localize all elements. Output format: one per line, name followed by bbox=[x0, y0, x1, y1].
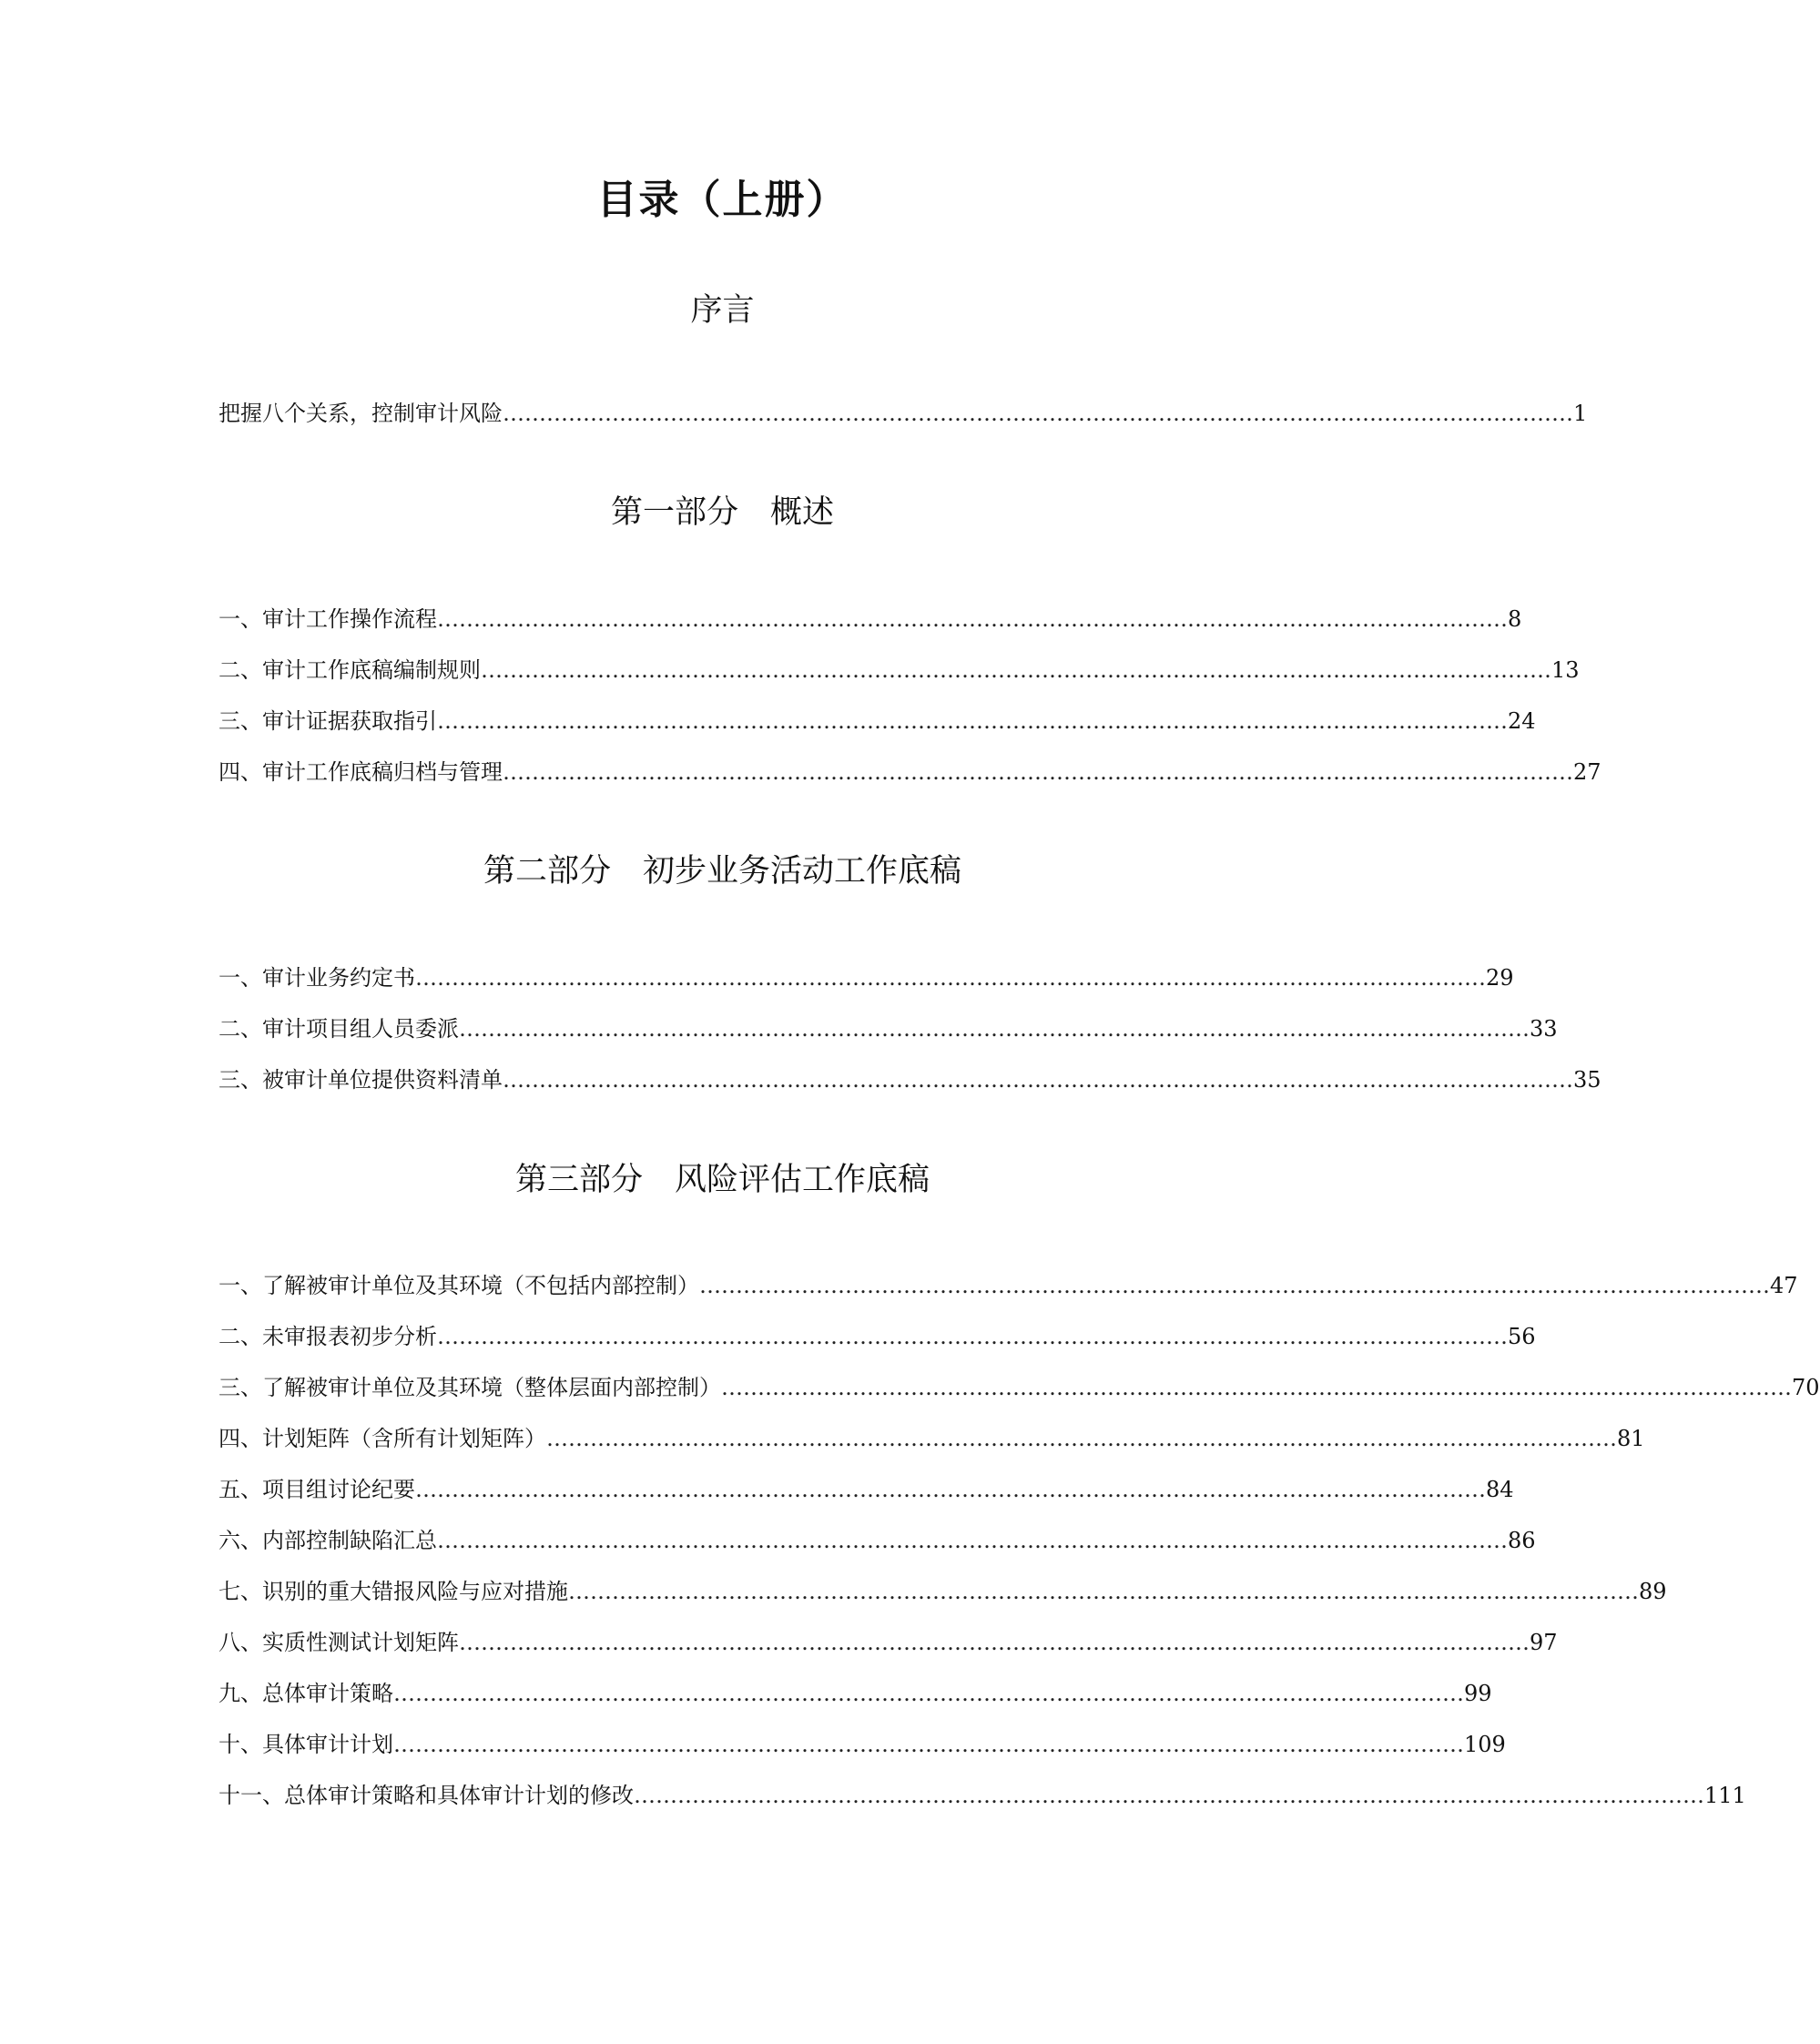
toc-entry-label: 六、内部控制缺陷汇总 bbox=[219, 1528, 437, 1553]
toc-entry-page: 27 bbox=[1573, 759, 1601, 785]
toc-entry[interactable] bbox=[219, 1522, 1536, 1559]
dot-leader: ………………………………………………………………………………………………………………………………… bbox=[503, 401, 1573, 426]
toc-entry-page: 97 bbox=[1530, 1630, 1558, 1655]
section-heading-part-2: 第二部分 初步业务活动工作底稿 bbox=[483, 853, 961, 890]
toc-entry-label: 四、审计工作底稿归档与管理 bbox=[219, 759, 503, 785]
toc-entry-page: 56 bbox=[1508, 1324, 1536, 1349]
toc-entry-label: 一、审计工作操作流程 bbox=[219, 606, 437, 632]
toc-entry[interactable] bbox=[219, 960, 1514, 996]
dot-leader: ………………………………………………………………………………………………………………………………… bbox=[459, 1016, 1530, 1042]
toc-entry-page: 1 bbox=[1573, 401, 1588, 426]
toc-entry[interactable] bbox=[219, 1318, 1536, 1355]
section-heading-part-1: 第一部分 概述 bbox=[610, 494, 834, 531]
toc-entry[interactable] bbox=[219, 1777, 1746, 1814]
toc-entry-label: 一、了解被审计单位及其环境（不包括内部控制） bbox=[219, 1273, 699, 1298]
toc-entry-page: 86 bbox=[1508, 1528, 1536, 1553]
toc-entry-page: 89 bbox=[1639, 1579, 1667, 1604]
toc-entry-label: 十、具体审计计划 bbox=[219, 1732, 393, 1757]
toc-entry-label: 四、计划矩阵（含所有计划矩阵） bbox=[219, 1426, 546, 1451]
toc-entry-label: 三、被审计单位提供资料清单 bbox=[219, 1067, 503, 1093]
toc-entry-label: 十一、总体审计策略和具体审计计划的修改 bbox=[219, 1783, 634, 1808]
dot-leader: ………………………………………………………………………………………………………………………………… bbox=[568, 1579, 1639, 1604]
toc-entry[interactable] bbox=[219, 1420, 1645, 1457]
dot-leader: ………………………………………………………………………………………………………………………………… bbox=[437, 708, 1508, 734]
dot-leader: ………………………………………………………………………………………………………………………………… bbox=[437, 1528, 1508, 1553]
toc-entry-label: 七、识别的重大错报风险与应对措施 bbox=[219, 1579, 568, 1604]
toc-entry-page: 70 bbox=[1792, 1375, 1820, 1400]
toc-entry-page: 111 bbox=[1704, 1783, 1746, 1808]
toc-entry[interactable] bbox=[219, 1726, 1506, 1763]
toc-entry[interactable] bbox=[219, 1471, 1514, 1508]
toc-entry[interactable] bbox=[219, 1573, 1667, 1610]
toc-entry-page: 29 bbox=[1486, 965, 1514, 991]
dot-leader: ………………………………………………………………………………………………………………………………… bbox=[393, 1681, 1464, 1706]
toc-entry[interactable] bbox=[219, 1624, 1558, 1661]
dot-leader: ………………………………………………………………………………………………………………………………… bbox=[481, 657, 1551, 683]
toc-entry-page: 81 bbox=[1617, 1426, 1645, 1451]
toc-entry-label: 一、审计业务约定书 bbox=[219, 965, 415, 991]
toc-entry-page: 47 bbox=[1770, 1273, 1798, 1298]
dot-leader: ………………………………………………………………………………………………………………………………… bbox=[437, 606, 1508, 632]
toc-entry-page: 24 bbox=[1508, 708, 1536, 734]
dot-leader: ………………………………………………………………………………………………………………………………… bbox=[546, 1426, 1617, 1451]
toc-entry[interactable] bbox=[219, 395, 1588, 432]
toc-entry-page: 84 bbox=[1486, 1477, 1514, 1502]
toc-entry[interactable] bbox=[219, 1011, 1558, 1047]
dot-leader: ………………………………………………………………………………………………………………………………… bbox=[415, 965, 1486, 991]
toc-entry[interactable] bbox=[219, 1675, 1492, 1712]
toc-entry-label: 三、审计证据获取指引 bbox=[219, 708, 437, 734]
toc-entry-label: 二、未审报表初步分析 bbox=[219, 1324, 437, 1349]
dot-leader: ………………………………………………………………………………………………………………………………… bbox=[415, 1477, 1486, 1502]
dot-leader: ………………………………………………………………………………………………………………………………… bbox=[437, 1324, 1508, 1349]
dot-leader: ………………………………………………………………………………………………………………………………… bbox=[634, 1783, 1704, 1808]
dot-leader: ………………………………………………………………………………………………………………………………… bbox=[503, 1067, 1573, 1093]
dot-leader: ………………………………………………………………………………………………………………………………… bbox=[721, 1375, 1792, 1400]
toc-entry[interactable] bbox=[219, 1062, 1601, 1098]
section-heading-preface: 序言 bbox=[690, 292, 755, 329]
toc-entry-label: 五、项目组讨论纪要 bbox=[219, 1477, 415, 1502]
toc-entry[interactable] bbox=[219, 1267, 1798, 1304]
dot-leader: ………………………………………………………………………………………………………………………………… bbox=[393, 1732, 1464, 1757]
toc-entry-label: 八、实质性测试计划矩阵 bbox=[219, 1630, 459, 1655]
dot-leader: ………………………………………………………………………………………………………………………………… bbox=[503, 759, 1573, 785]
toc-entry[interactable] bbox=[219, 703, 1536, 739]
section-heading-part-3: 第三部分 风险评估工作底稿 bbox=[514, 1162, 930, 1198]
toc-entry-label: 把握八个关系，控制审计风险 bbox=[219, 401, 503, 426]
toc-entry-page: 35 bbox=[1573, 1067, 1601, 1093]
toc-entry-page: 33 bbox=[1530, 1016, 1558, 1042]
toc-entry-label: 二、审计工作底稿编制规则 bbox=[219, 657, 481, 683]
toc-entry-page: 99 bbox=[1464, 1681, 1492, 1706]
toc-entry-page: 13 bbox=[1551, 657, 1580, 683]
toc-entry[interactable] bbox=[219, 754, 1601, 790]
page-title: 目录（上册） bbox=[596, 177, 849, 223]
toc-entry[interactable] bbox=[219, 652, 1580, 688]
toc-entry[interactable] bbox=[219, 1369, 1820, 1406]
toc-entry[interactable] bbox=[219, 601, 1522, 637]
toc-entry-label: 二、审计项目组人员委派 bbox=[219, 1016, 459, 1042]
dot-leader: ………………………………………………………………………………………………………………………………… bbox=[459, 1630, 1530, 1655]
toc-entry-label: 九、总体审计策略 bbox=[219, 1681, 393, 1706]
toc-entry-page: 109 bbox=[1464, 1732, 1506, 1757]
toc-entry-page: 8 bbox=[1508, 606, 1522, 632]
toc-entry-label: 三、了解被审计单位及其环境（整体层面内部控制） bbox=[219, 1375, 721, 1400]
dot-leader: ………………………………………………………………………………………………………………………………… bbox=[699, 1273, 1770, 1298]
